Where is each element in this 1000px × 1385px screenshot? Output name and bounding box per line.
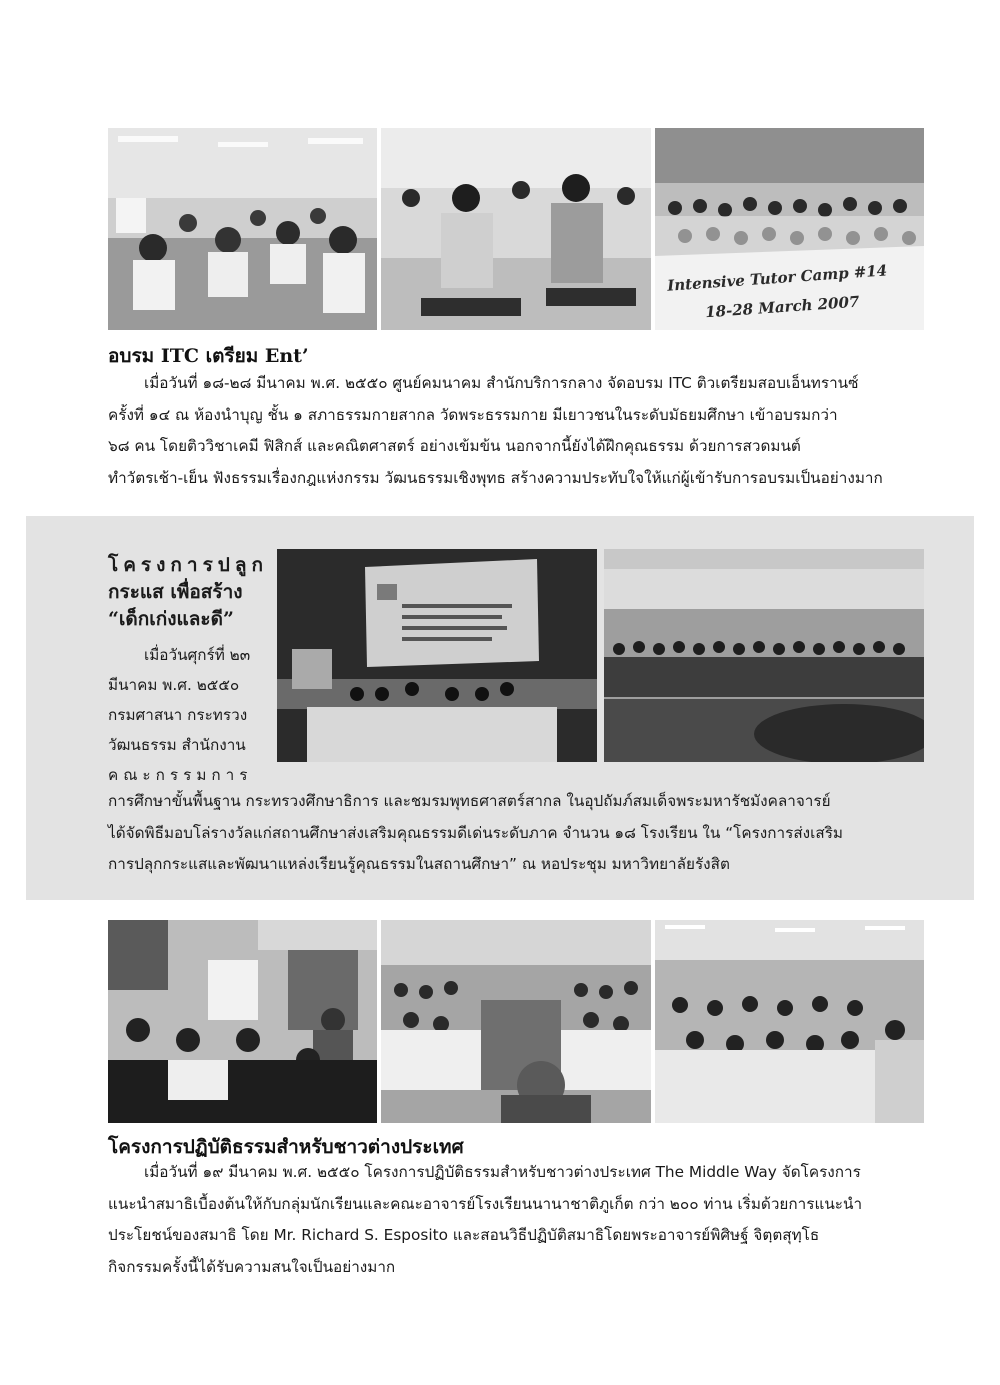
monk-audience-photo — [381, 920, 651, 1123]
group-banner-photo — [655, 128, 924, 330]
section2-side-line: มีนาคม พ.ศ. ๒๕๕๐ — [108, 676, 240, 694]
section2-side-line: กรมศาสนา กระทรวง — [108, 706, 248, 724]
section3-line: กิจกรรมครั้งนี้ได้รับความสนใจเป็นอย่างมาก — [108, 1257, 396, 1276]
seminar-stage-photo — [277, 549, 597, 762]
section2-title-line: โครงการปลูก — [108, 554, 268, 576]
section1-line: ครั้งที่ ๑๔ ณ ห้องนำบุญ ชั้น ๑ สภาธรรมกายสากล วัดพระธรรมกาย มีเยาวชนในระดับมัธยมศึกษา เข้าอบรมกว่า — [108, 405, 838, 424]
section3-line: เมื่อวันที่ ๑๙ มีนาคม พ.ศ. ๒๕๕๐ โครงการปฏิบัติธรรมสำหรับชาวต่างประเทศ The Middle Way จัดโครงการ — [144, 1163, 861, 1181]
section2-paragraph — [108, 786, 924, 881]
banner-line2: 18-28 March 2007 — [704, 292, 860, 322]
seated-students-photo — [655, 920, 924, 1123]
projector-screen-icon — [277, 549, 597, 762]
section3-line: แนะนำสมาธิเบื้องต้นให้กับกลุ่มนักเรียนและคณะอาจารย์โรงเรียนนานาชาติภูเก็ต กว่า ๒๐๐ ท่าน เริ่มด้วยการแนะนำ — [108, 1194, 863, 1213]
classroom-icon — [108, 920, 377, 1123]
section2-line: การศึกษาขั้นพื้นฐาน กระทรวงศึกษาธิการ และชมรมพุทธศาสตร์สากล ในอุปถัมภ์สมเด็จพระมหารัชมังคลาจารย์ — [108, 792, 831, 810]
section3-title: โครงการปฏิบัติธรรมสำหรับชาวต่างประเทศ — [108, 1136, 464, 1158]
section2-side-line: คณะกรรมการ — [108, 766, 253, 784]
banner-line1: Intensive Tutor Camp #14 — [666, 261, 888, 295]
group-icon — [604, 549, 924, 762]
section2-side-text — [108, 640, 258, 790]
section2-title-line: กระแส เพื่อสร้าง — [108, 581, 243, 603]
classroom-icon — [108, 128, 377, 330]
section1-title: อบรม ITC เตรียม Ent’ — [108, 345, 309, 367]
section2-line: การปลุกกระแสและพัฒนาแหล่งเรียนรู้คุณธรรมในสถานศึกษา” ณ หอประชุม มหาวิทยาลัยรังสิต — [108, 855, 730, 873]
section2-title — [108, 552, 268, 633]
audience-icon — [381, 920, 651, 1123]
lecture-room-photo — [108, 920, 377, 1123]
section3-paragraph — [108, 1157, 924, 1283]
section2-title-line: “เด็กเก่งและดี” — [108, 608, 234, 630]
section1-line: เมื่อวันที่ ๑๘-๒๘ มีนาคม พ.ศ. ๒๕๕๐ ศูนย์คมนาคม สำนักบริการกลาง จัดอบรม ITC ติวเตรียมสอบเอ็นทรานซ์ — [144, 374, 859, 392]
audience-icon — [655, 920, 924, 1123]
section2-line: ได้จัดพิธีมอบโล่รางวัลแก่สถานศึกษาส่งเสริมคุณธรรมดีเด่นระดับภาค จำนวน ๑๘ โรงเรียน ใน “โครงการส่งเสริม — [108, 823, 844, 842]
award-ceremony-photo — [604, 549, 924, 762]
section2-side-line: เมื่อวันศุกร์ที่ ๒๓ — [144, 646, 251, 664]
meditating-students-photo — [381, 128, 651, 330]
section3-line: ประโยชน์ของสมาธิ โดย Mr. Richard S. Esposito และสอนวิธีปฏิบัติสมาธิโดยพระอาจารย์พิศิษฐ์ จิตฺตสุทฺโธ — [108, 1226, 820, 1244]
section1-paragraph — [108, 368, 924, 494]
section1-line: ๖๘ คน โดยติววิชาเคมี ฟิสิกส์ และคณิตศาสตร์ อย่างเข้มข้น นอกจากนี้ยังได้ฝึกคุณธรรม ด้วยการสวดมนต์ — [108, 437, 801, 455]
meditation-icon — [381, 128, 651, 330]
section2-side-line: วัฒนธรรม สำนักงาน — [108, 736, 246, 754]
section1-line: ทำวัตรเช้า-เย็น ฟังธรรมเรื่องกฎแห่งกรรม วัฒนธรรมเชิงพุทธ สร้างความประทับใจให้แก่ผู้เข้ารับการอบรมเป็นอย่างมาก — [108, 468, 883, 487]
classroom-photo — [108, 128, 377, 330]
